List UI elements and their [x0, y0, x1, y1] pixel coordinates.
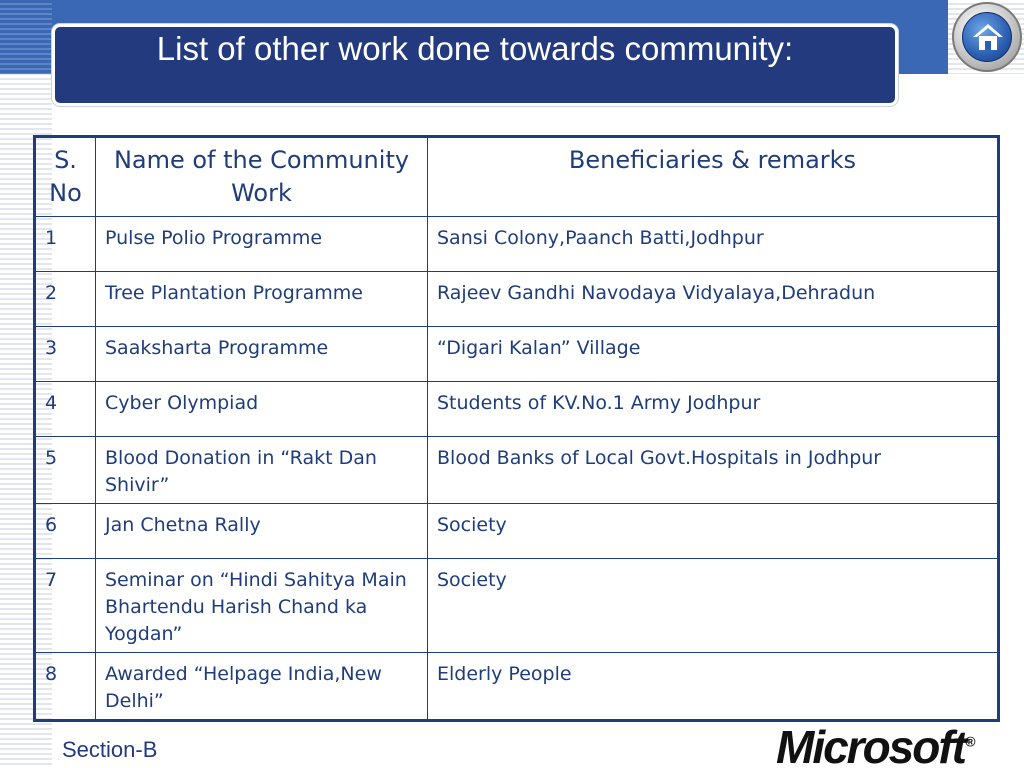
community-work-table [33, 135, 1000, 722]
home-button[interactable] [952, 2, 1022, 72]
row-work: Saaksharta Programme [96, 327, 428, 382]
row-beneficiaries: Rajeev Gandhi Navodaya Vidyalaya,Dehradun [428, 272, 998, 327]
header-sno: S. No [36, 138, 96, 217]
row-work: Cyber Olympiad [96, 382, 428, 437]
table-row [36, 504, 998, 559]
table-row [36, 382, 998, 437]
row-work: Tree Plantation Programme [96, 272, 428, 327]
row-beneficiaries: Students of KV.No.1 Army Jodhpur [428, 382, 998, 437]
row-sno: 6 [36, 504, 96, 559]
microsoft-logo [776, 720, 975, 768]
row-sno: 4 [36, 382, 96, 437]
row-beneficiaries: Society [428, 559, 998, 653]
registered-mark: ® [965, 733, 976, 750]
row-beneficiaries: “Digari Kalan” Village [428, 327, 998, 382]
row-work: Seminar on “Hindi Sahitya Main Bhartendu Harish Chand ka Yogdan” [96, 559, 428, 653]
row-work: Awarded “Helpage India,New Delhi” [96, 653, 428, 720]
row-beneficiaries: Sansi Colony,Paanch Batti,Jodhpur [428, 217, 998, 272]
row-beneficiaries: Blood Banks of Local Govt.Hospitals in Jodhpur [428, 437, 998, 504]
home-icon [972, 22, 1004, 52]
table-row [36, 559, 998, 653]
header-beneficiaries: Beneficiaries & remarks [428, 138, 998, 217]
row-work: Pulse Polio Programme [96, 217, 428, 272]
row-sno: 2 [36, 272, 96, 327]
row-sno: 5 [36, 437, 96, 504]
row-sno: 8 [36, 653, 96, 720]
row-sno: 7 [36, 559, 96, 653]
table-row [36, 272, 998, 327]
logo-text: Microsoft [776, 721, 965, 768]
row-work: Jan Chetna Rally [96, 504, 428, 559]
row-sno: 3 [36, 327, 96, 382]
table-header-row [36, 138, 998, 217]
slide-title: List of other work done towards community: [156, 30, 794, 67]
table-row [36, 217, 998, 272]
row-work: Blood Donation in “Rakt Dan Shivir” [96, 437, 428, 504]
table-row [36, 327, 998, 382]
table-row [36, 653, 998, 720]
row-beneficiaries: Society [428, 504, 998, 559]
row-sno: 1 [36, 217, 96, 272]
row-beneficiaries: Elderly People [428, 653, 998, 720]
home-button-face[interactable] [962, 12, 1012, 62]
title-box [52, 24, 898, 106]
header-work: Name of the Community Work [96, 138, 428, 217]
section-label: Section-B [62, 737, 158, 762]
table-row [36, 437, 998, 504]
header-stripe-decoration [0, 0, 52, 74]
